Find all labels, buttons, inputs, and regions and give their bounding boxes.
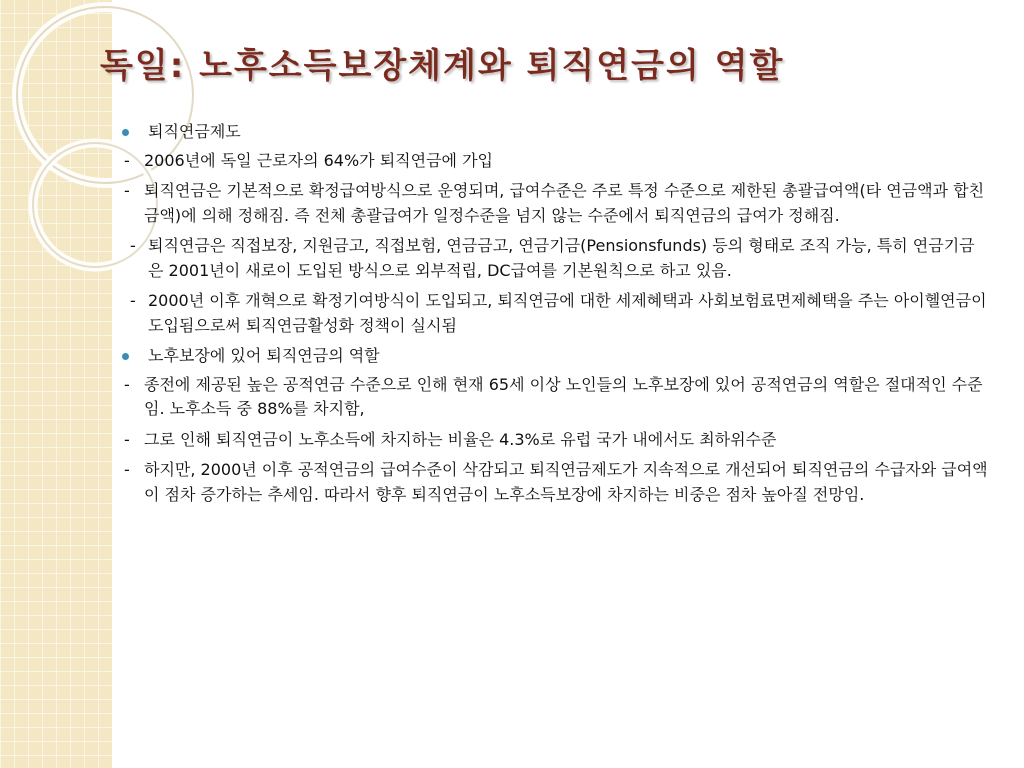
list-item xyxy=(118,289,990,338)
list-item xyxy=(118,234,990,283)
dash-marker: - xyxy=(124,429,130,449)
list-item xyxy=(118,179,990,228)
section-heading xyxy=(118,344,990,369)
list-item-text: 퇴직연금은 직접보장, 지원금고, 직접보험, 연금금고, 연금기금(Pensionsfunds) 등의 형태로 조직 가능, 특히 연금기금은 2001년이 새로이 도입된 방식으로 외부적립, DC급여를 기본원칙으로 하고 있음. xyxy=(148,236,975,280)
dash-marker: - xyxy=(124,181,130,200)
section-heading-text: 노후보장에 있어 퇴직연금의 역할 xyxy=(148,346,380,365)
list-item-text: 2006년에 독일 근로자의 64%가 퇴직연금에 가입 xyxy=(144,150,494,170)
slide-title: 독일: 노후소득보장체계와 퇴직연금의 역할 xyxy=(100,46,785,86)
slide-content xyxy=(118,120,990,513)
list-item-text: 그로 인해 퇴직연금이 노후소득에 차지하는 비율은 4.3%로 유럽 국가 내에서도 최하위수준 xyxy=(144,429,777,449)
bullet-icon xyxy=(122,353,129,360)
list-item-text: 퇴직연금은 기본적으로 확정급여방식으로 운영되며, 급여수준은 주로 특정 수준으로 제한된 총괄급여액(타 연금액과 합친 금액)에 의해 정해짐. 즉 전체 총괄급여가 일정수준을 넘지 않는 수준에서 퇴직연금의 급여가 정해짐. xyxy=(144,181,985,225)
list-item xyxy=(118,373,990,422)
decorative-sidebar xyxy=(0,0,112,768)
dash-marker: - xyxy=(130,291,136,310)
bullet-icon xyxy=(122,129,129,136)
list-item xyxy=(118,428,990,453)
list-item-text: 종전에 제공된 높은 공적연금 수준으로 인해 현재 65세 이상 노인들의 노후보장에 있어 공적연금의 역할은 절대적인 수준임. 노후소득 중 88%를 차지함, xyxy=(144,374,983,418)
dash-marker: - xyxy=(124,374,130,394)
section-heading-text: 퇴직연금제도 xyxy=(148,122,241,141)
dash-marker: - xyxy=(124,150,130,170)
list-item xyxy=(118,458,990,507)
list-item-text: 하지만, 2000년 이후 공적연금의 급여수준이 삭감되고 퇴직연금제도가 지속적으로 개선되어 퇴직연금의 수급자와 급여액이 점차 증가하는 추세임. 따라서 향후 퇴직연금이 노후소득보장에 차지하는 비중은 점차 높아질 전망임. xyxy=(144,460,988,504)
dash-marker: - xyxy=(124,460,130,479)
section-heading xyxy=(118,120,990,145)
list-item xyxy=(118,149,990,174)
dash-marker: - xyxy=(130,236,136,255)
list-item-text: 2000년 이후 개혁으로 확정기여방식이 도입되고, 퇴직연금에 대한 세제혜택과 사회보험료면제혜택을 주는 아이헬연금이 도입됨으로써 퇴직연금활성화 정책이 실시됨 xyxy=(148,291,987,335)
